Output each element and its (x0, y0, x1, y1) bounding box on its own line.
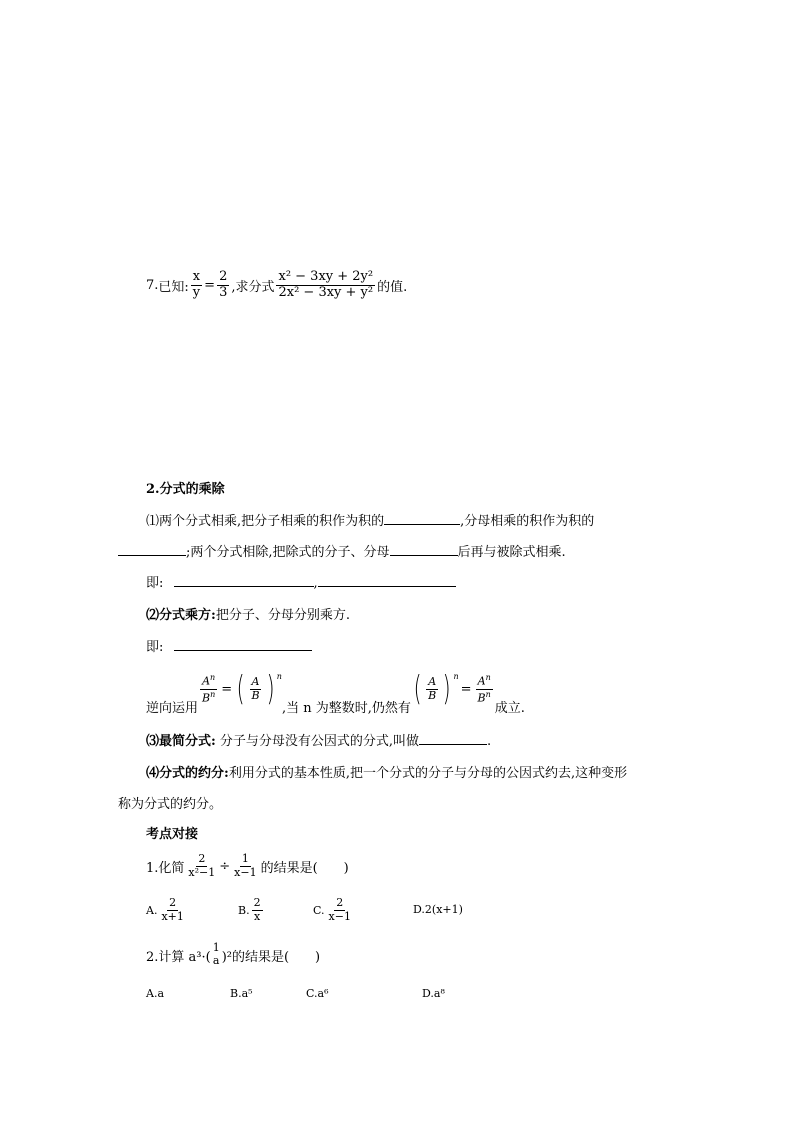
section2-title: 2.分式的乘除 (146, 482, 225, 497)
section2-p3: ⑶最简分式: 分子与分母没有公因式的分式,叫做 . (146, 734, 492, 749)
q7-fraction-xy: $\frac{x}{y}$ (192, 268, 201, 300)
formula-left: $\frac{A^n}{B^n}$ = ( $\frac{A}{B}$ ) $^n$ (202, 669, 282, 709)
blank-numerator[interactable] (384, 523, 460, 525)
q2-option-a[interactable]: A.a (146, 987, 164, 1000)
kaodian-q1: 1.化简 $\frac{2}{\text{x²−1}}$ ÷ $\frac{1}{x-1}$ 的结果是( ) (146, 851, 349, 879)
blank-denominator[interactable] (118, 554, 186, 556)
q2-option-b[interactable]: B.a⁵ (230, 987, 253, 1000)
q7-fraction-23: $\frac{2}{3}$ (219, 268, 228, 300)
section2-p1-line1: ⑴两个分式相乘,把分子相乘的积作为积的 ,分母相乘的积作为积的 (146, 514, 595, 529)
ji-line-1: 即: , (146, 572, 456, 591)
q7-ask: ,求分式 (231, 279, 275, 295)
blank-divide-formula[interactable] (318, 585, 456, 587)
q1-option-a[interactable]: A. $\frac{2}{x+1}$ (146, 895, 184, 923)
q7-main-fraction: $\frac{\text{x² − 3xy + 2y²}}{\text{2x² − 3xy + y²}}$ (278, 268, 374, 300)
reverse-usage-line: 逆向运用 $\frac{A^n}{B^n}$ = ( $\frac{A}{B}$ ) $^n$ ,当 n 为整数时,仍然有 ( $\frac{A}{B}$ ) $^n$ = $\frac{A^n}{B^n}$ 成立. (146, 669, 525, 716)
kaodian-title: 考点对接 (146, 827, 199, 842)
q1-option-d[interactable]: D.2(x+1) (413, 903, 463, 916)
blank-swap[interactable] (390, 554, 458, 556)
blank-multiply-formula[interactable] (174, 585, 314, 587)
formula-right: ( $\frac{A}{B}$ ) $^n$ = $\frac{A^n}{B^n}$ (413, 669, 491, 709)
ji-line-2: 即: (146, 636, 312, 655)
section2-p4-line1: ⑷分式的约分:利用分式的基本性质,把一个分式的分子与分母的公因式约去,这种变形 (146, 766, 628, 781)
blank-simplest-fraction[interactable] (419, 743, 487, 745)
q7-number: 7. (146, 277, 159, 293)
q1-option-c[interactable]: C. $\frac{2}{x-1}$ (313, 895, 351, 923)
section2-p1-line2: ;两个分式相除,把除式的分子、分母 后再与被除式相乘. (118, 541, 566, 560)
q2-option-d[interactable]: D.a⁸ (422, 987, 445, 1000)
kaodian-q2: 2.计算 a³·( 1 a )²的结果是( ) (146, 941, 321, 967)
q7-known: 已知: (158, 279, 189, 295)
q1-option-b[interactable]: B. $\frac{2}{x}$ (238, 895, 261, 923)
q7-equals: = (204, 277, 216, 293)
blank-power-formula[interactable] (174, 649, 312, 651)
q2-option-c[interactable]: C.a⁶ (306, 987, 329, 1000)
q7-line (146, 262, 407, 308)
q7-tail: 的值. (377, 279, 408, 295)
section2-p2: ⑵分式乘方:把分子、分母分别乘方. (146, 608, 350, 623)
section2-p4-line2: 称为分式的约分。 (118, 797, 223, 812)
